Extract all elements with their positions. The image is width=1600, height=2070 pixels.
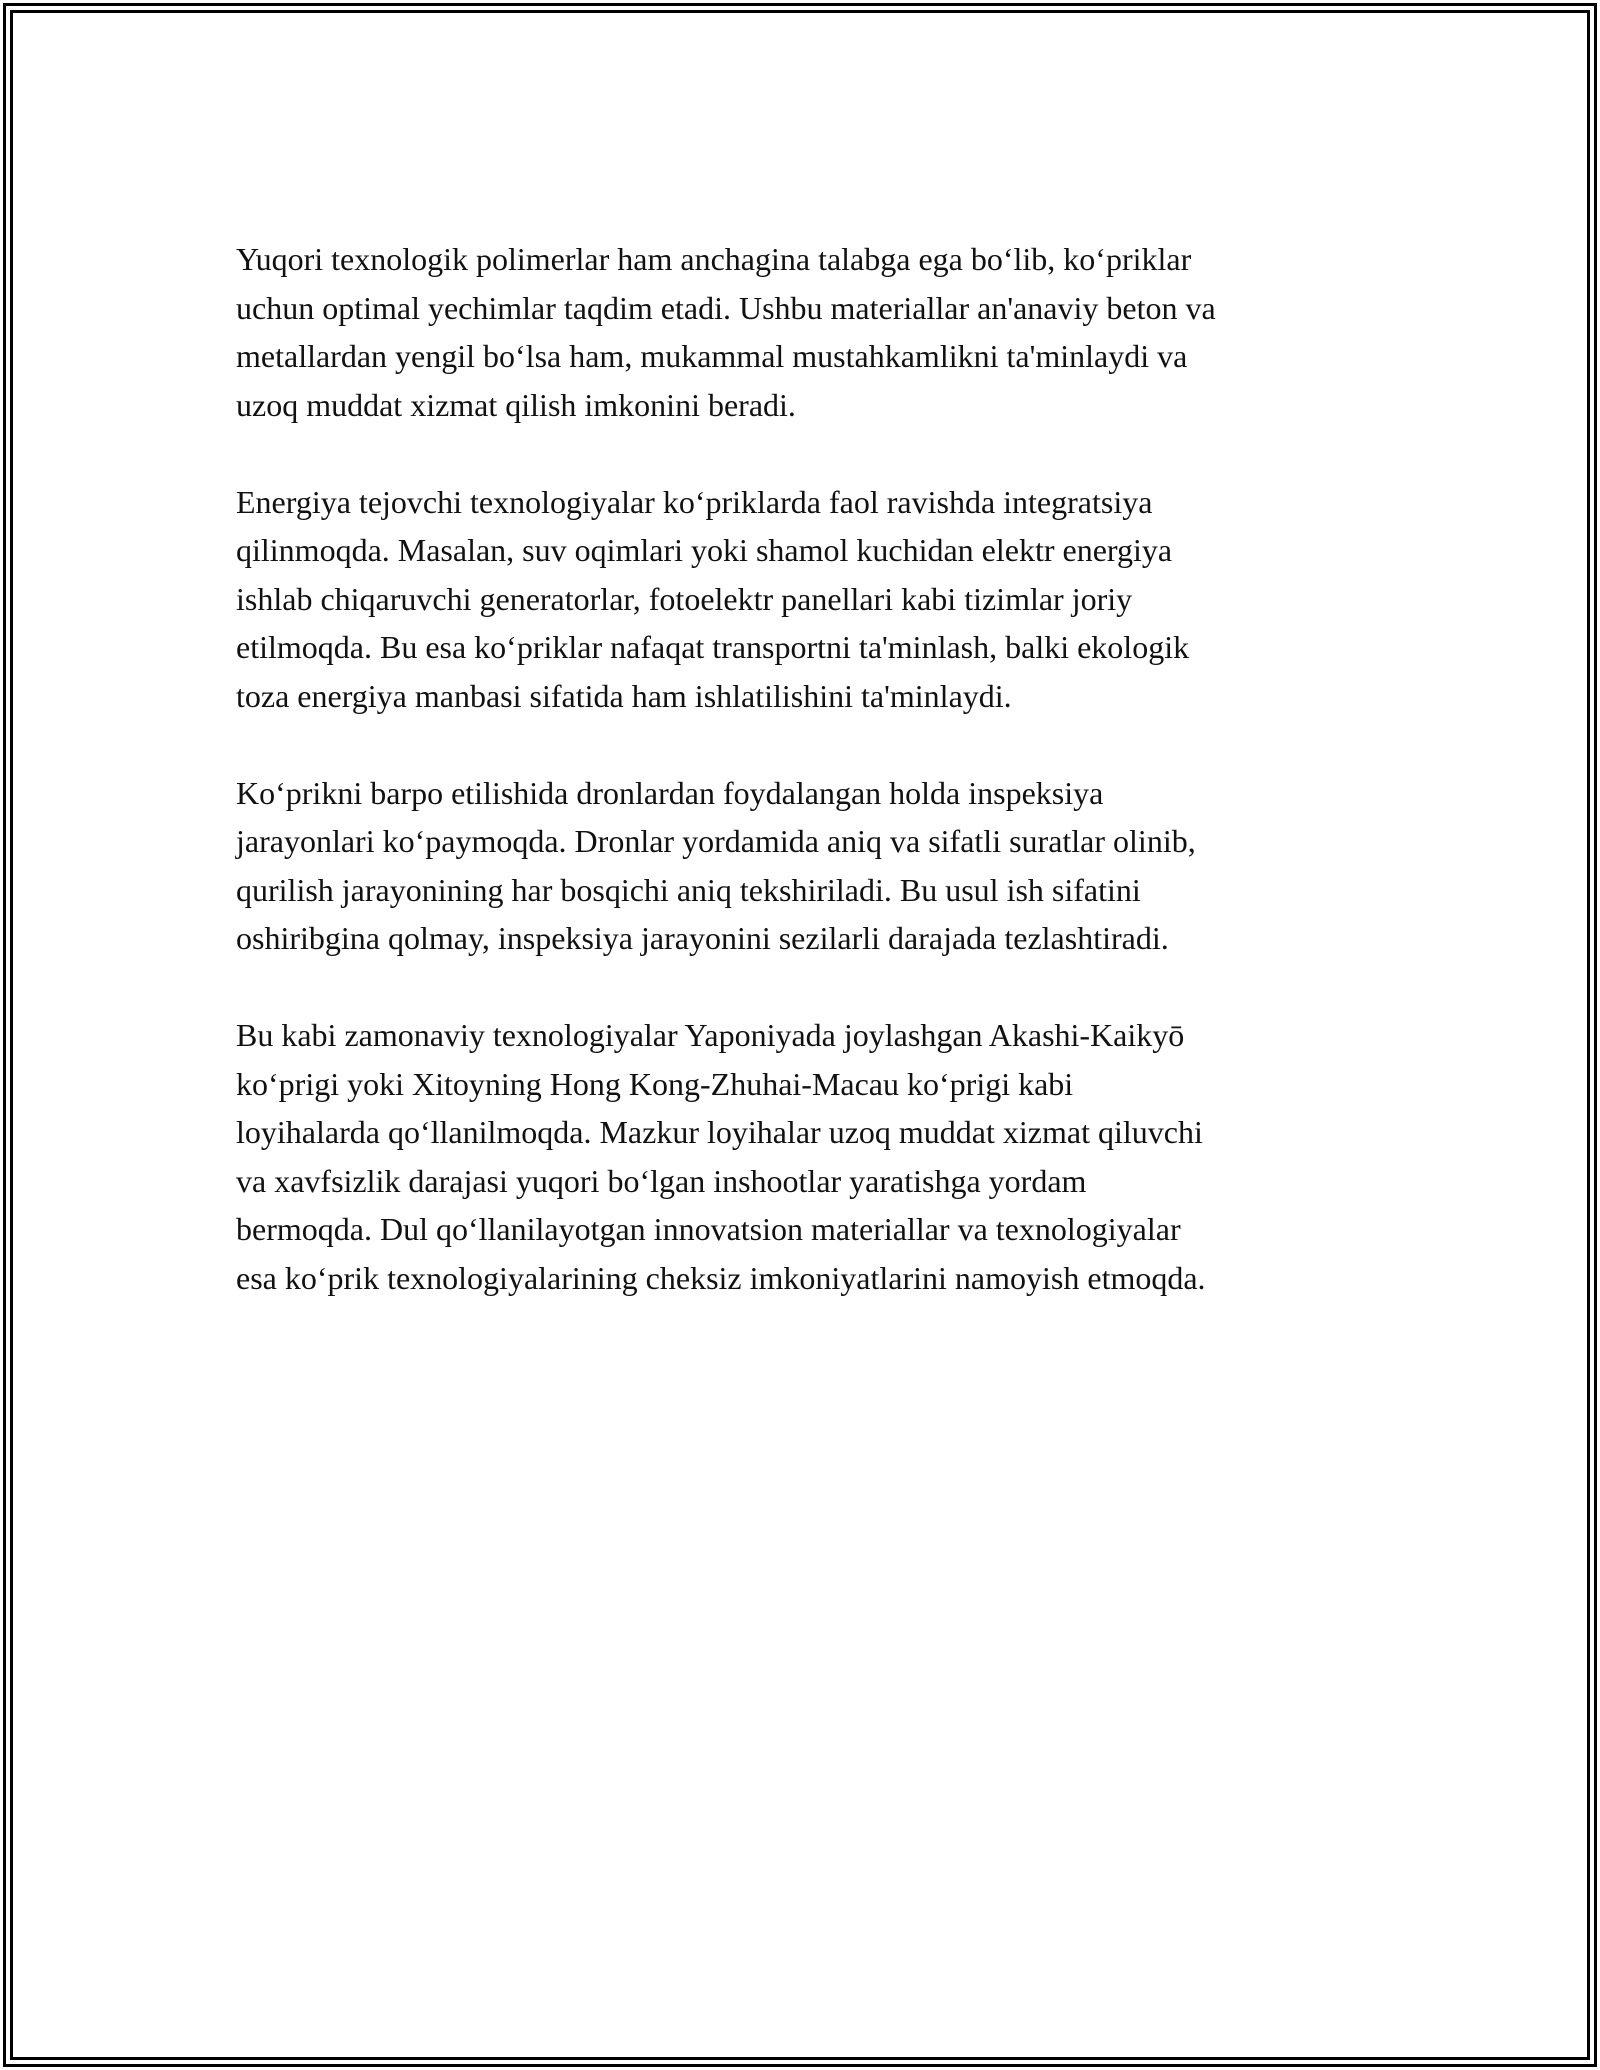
text-line: Ko‘prikni barpo etilishida dronlardan foydalangan holda inspeksiya	[236, 774, 1104, 811]
text-line: Bu kabi zamonaviy texnologiyalar Yaponiyada joylashgan Akashi-Kaikyō	[236, 1017, 1185, 1053]
text-line: qurilish jarayonining har bosqichi aniq tekshiriladi. Bu usul ish sifatini	[236, 871, 1141, 908]
text-line: esa ko‘prik texnologiyalarining cheksiz imkoniyatlarini namoyish etmoqda.	[236, 1259, 1206, 1296]
text-line: va xavfsizlik darajasi yuqori bo‘lgan inshootlar yaratishga yordam	[236, 1162, 1087, 1199]
text-line: oshiribgina qolmay, inspeksiya jarayonini sezilarli darajada tezlashtiradi.	[236, 920, 1169, 956]
paragraph-4	[236, 1011, 1366, 1302]
text-line: toza energiya manbasi sifatida ham ishlatilishini ta'minlaydi.	[236, 677, 1012, 714]
text-line: ishlab chiqaruvchi generatorlar, fotoelektr panellari kabi tizimlar joriy	[236, 580, 1133, 617]
text-line: loyihalarda qo‘llanilmoqda. Mazkur loyihalar uzoq muddat xizmat qiluvchi	[236, 1114, 1203, 1150]
text-line: metallardan yengil bo‘lsa ham, mukammal mustahkamlikni ta'minlaydi va	[236, 338, 1188, 374]
text-line: qilinmoqda. Masalan, suv oqimlari yoki shamol kuchidan elektr energiya	[236, 532, 1173, 568]
text-line: Yuqori texnologik polimerlar ham anchagina talabga ega bo‘lib, ko‘priklar	[236, 241, 1192, 277]
text-line: bermoqda. Dul qo‘llanilayotgan innovatsion materiallar va texnologiyalar	[236, 1211, 1181, 1247]
paragraph-3	[236, 769, 1366, 963]
text-line: uchun optimal yechimlar taqdim etadi. Ushbu materiallar an'anaviy beton va	[236, 289, 1216, 326]
paragraph-1	[236, 235, 1366, 429]
paragraph-2	[236, 478, 1366, 721]
text-line: Energiya tejovchi texnologiyalar ko‘priklarda faol ravishda integratsiya	[236, 483, 1153, 520]
text-line: jarayonlari ko‘paymoqda. Dronlar yordamida aniq va sifatli suratlar olinib,	[236, 823, 1196, 859]
document-body	[236, 235, 1366, 1302]
text-line: etilmoqda. Bu esa ko‘priklar nafaqat transportni ta'minlash, balki ekologik	[236, 629, 1190, 665]
text-line: ko‘prigi yoki Xitoyning Hong Kong-Zhuhai-Macau ko‘prigi kabi	[236, 1065, 1074, 1102]
text-line: uzoq muddat xizmat qilish imkonini beradi.	[236, 386, 796, 423]
